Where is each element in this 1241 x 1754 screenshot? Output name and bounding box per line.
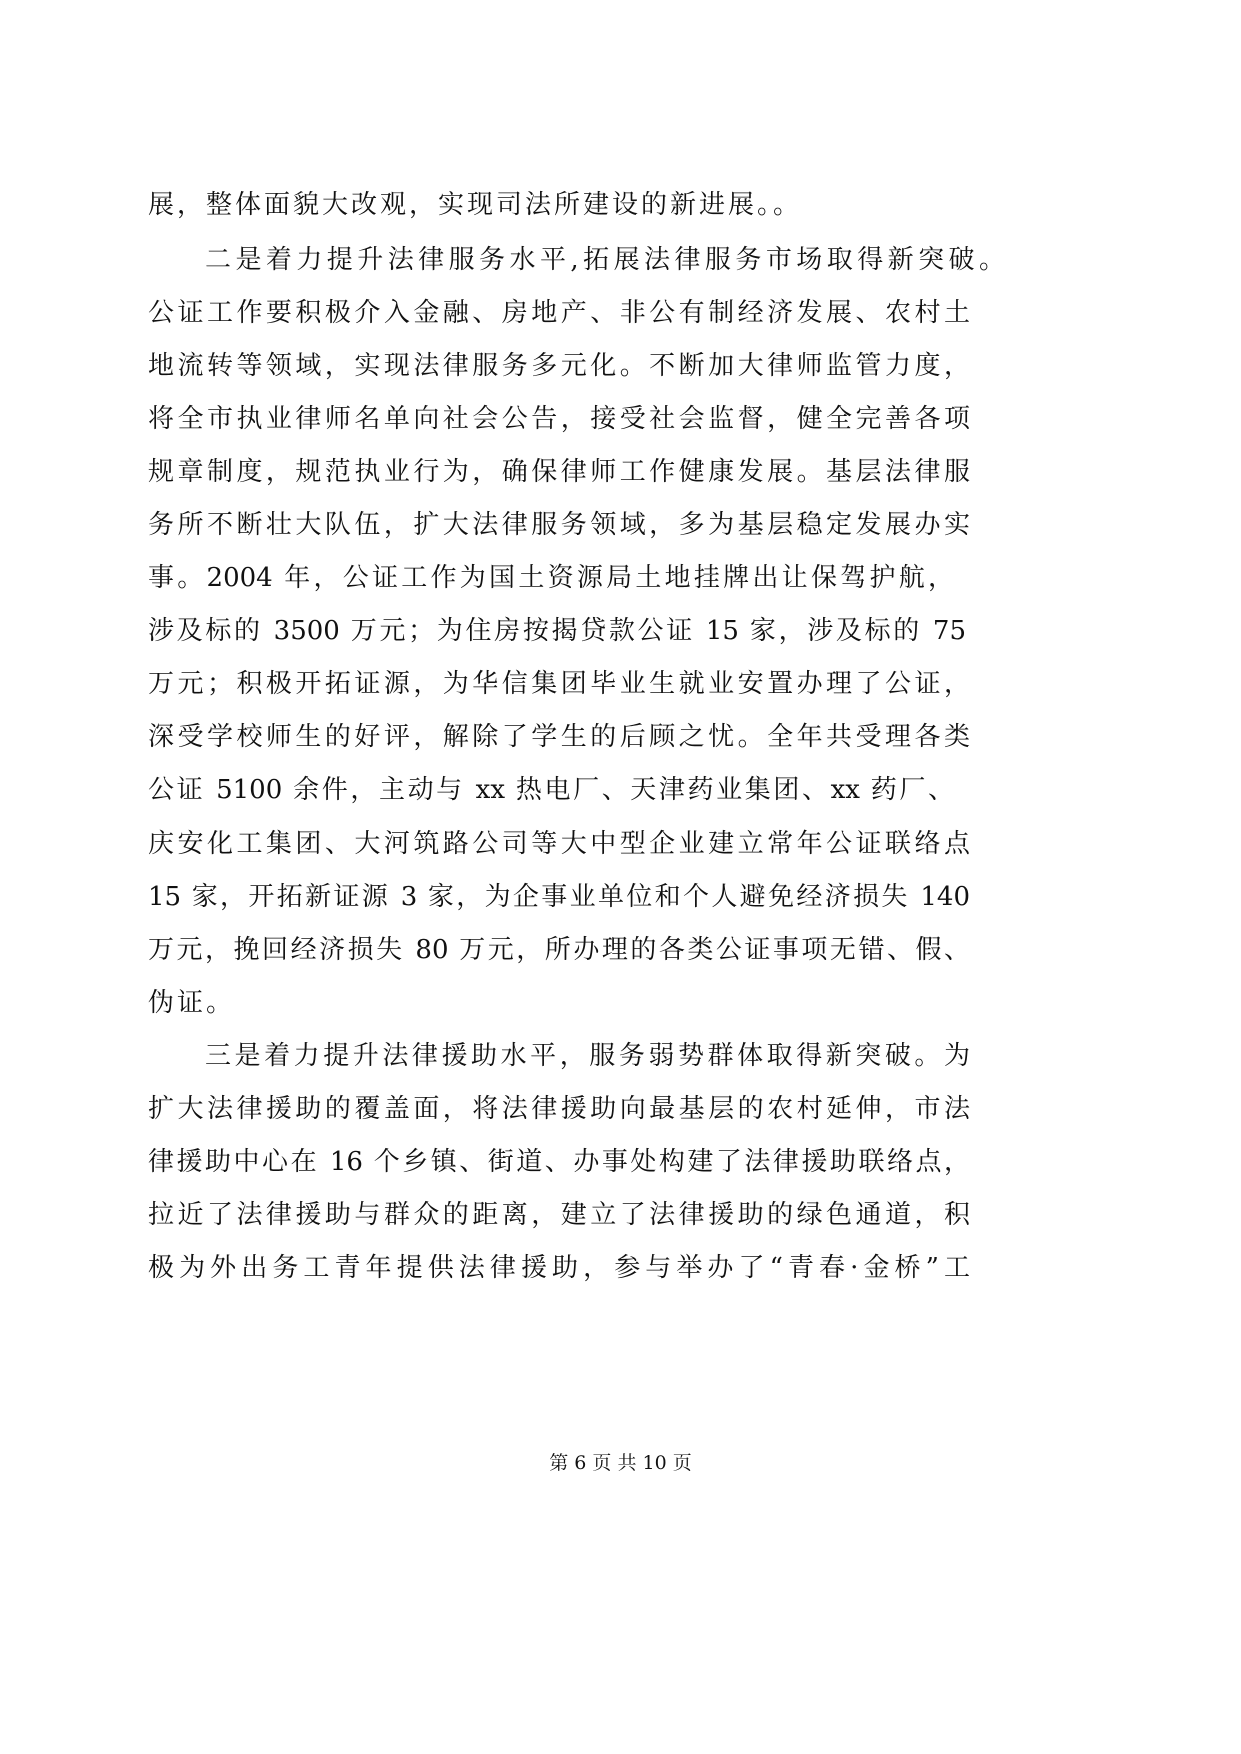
- text-line: 扩大法律援助的覆盖面，将法律援助向最基层的农村延伸，市法: [148, 1094, 970, 1124]
- text-line: 展，整体面貌大改观，实现司法所建设的新进展。。: [148, 190, 803, 220]
- text-line: 15 家，开拓新证源 3 家，为企事业单位和个人避免经济损失 140: [148, 882, 970, 912]
- text-line: 二是着力提升法律服务水平,拓展法律服务市场取得新突破。: [205, 245, 1005, 275]
- text-line: 万元，挽回经济损失 80 万元，所办理的各类公证事项无错、假、: [148, 935, 970, 965]
- text-line: 深受学校师生的好评，解除了学生的后顾之忧。全年共受理各类: [148, 722, 970, 752]
- text-line: 地流转等领域，实现法律服务多元化。不断加大律师监管力度，: [148, 351, 970, 381]
- text-line: 万元；积极开拓证源，为华信集团毕业生就业安置办理了公证，: [148, 669, 970, 699]
- text-line: 公证 5100 余件，主动与 xx 热电厂、天津药业集团、xx 药厂、: [148, 775, 954, 805]
- text-line: 事。2004 年，公证工作为国土资源局土地挂牌出让保驾护航，: [148, 563, 954, 593]
- text-line: 极为外出务工青年提供法律援助，参与举办了“青春·金桥”工: [148, 1253, 970, 1283]
- page-footer: 第 6 页 共 10 页: [549, 1452, 692, 1474]
- text-line: 拉近了法律援助与群众的距离，建立了法律援助的绿色通道，积: [148, 1200, 970, 1230]
- text-line: 公证工作要积极介入金融、房地产、非公有制经济发展、农村土: [148, 298, 970, 328]
- text-line: 涉及标的 3500 万元；为住房按揭贷款公证 15 家，涉及标的 75: [148, 616, 966, 646]
- text-line: 庆安化工集团、大河筑路公司等大中型企业建立常年公证联络点: [148, 829, 970, 859]
- text-line: 将全市执业律师名单向社会公告，接受社会监督，健全完善各项: [148, 404, 970, 434]
- text-line: 规章制度，规范执业行为，确保律师工作健康发展。基层法律服: [148, 457, 970, 487]
- text-line: 三是着力提升法律援助水平，服务弱势群体取得新突破。为: [205, 1041, 970, 1071]
- text-line: 律援助中心在 16 个乡镇、街道、办事处构建了法律援助联络点，: [148, 1147, 970, 1177]
- text-line: 伪证。: [148, 988, 236, 1018]
- text-line: 务所不断壮大队伍，扩大法律服务领域，多为基层稳定发展办实: [148, 510, 970, 540]
